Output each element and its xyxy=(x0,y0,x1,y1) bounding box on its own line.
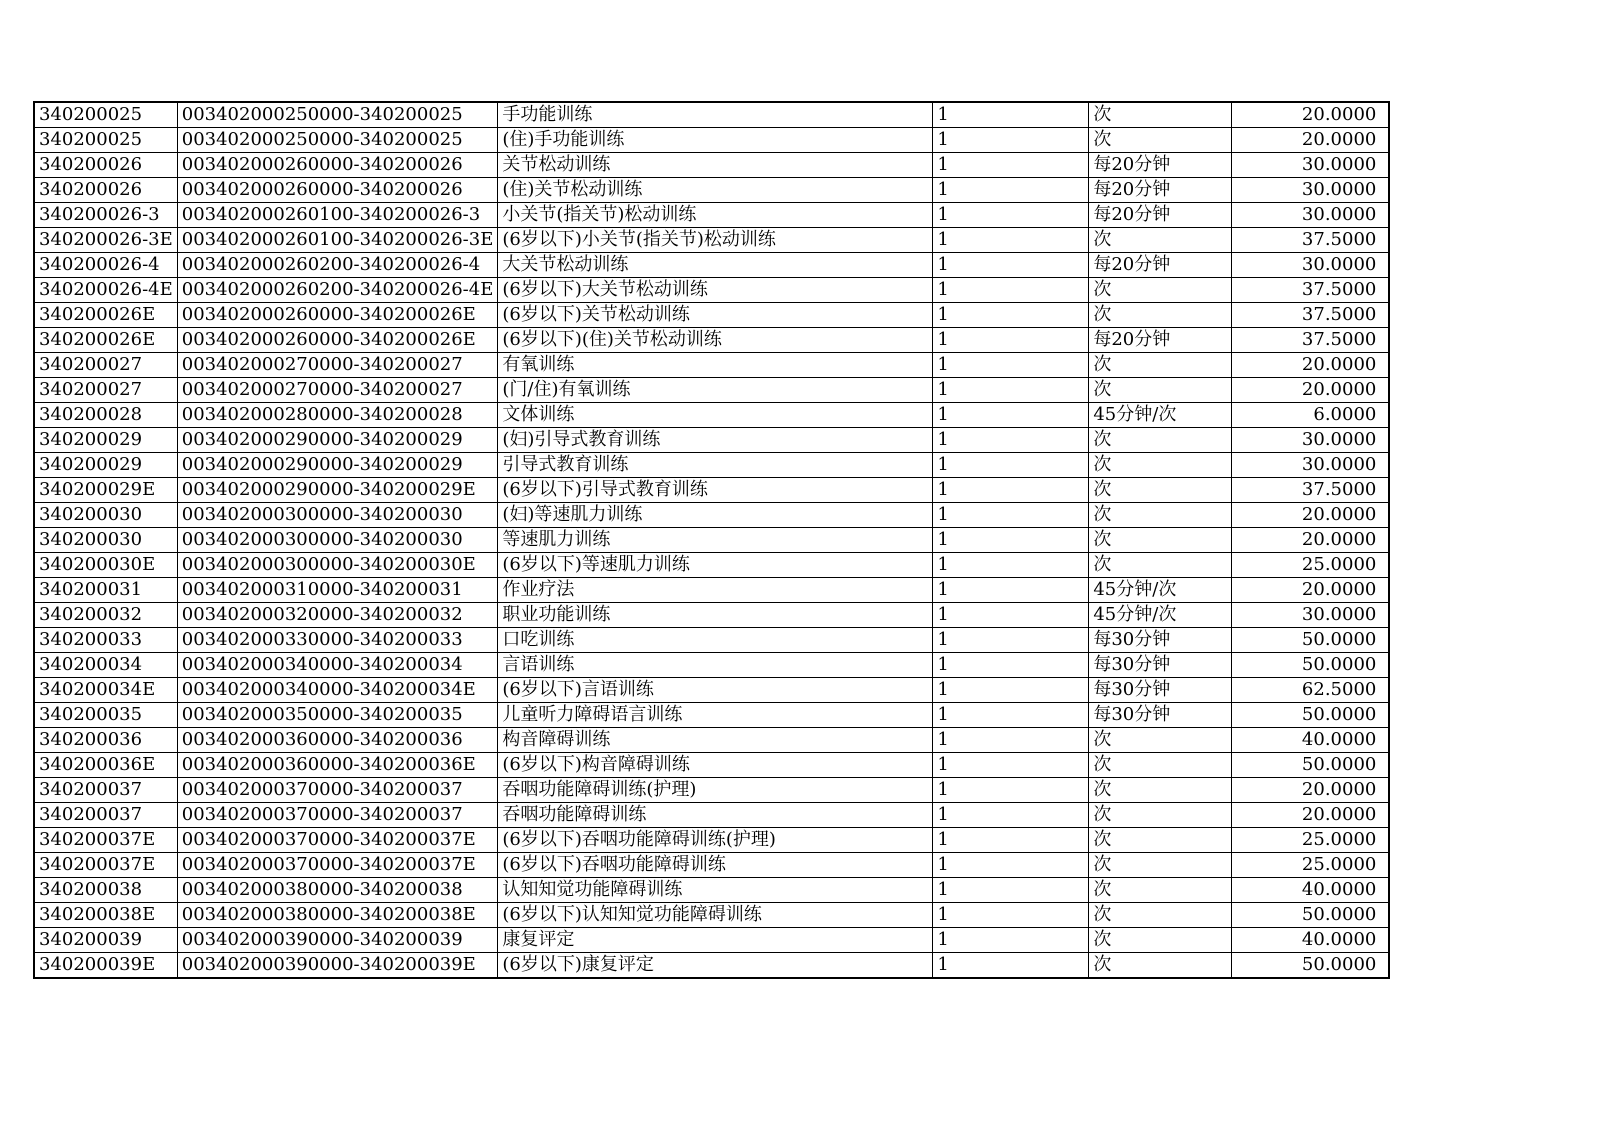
full-code-cell: 003402000300000-340200030E xyxy=(177,553,498,578)
item-name-cell: 职业功能训练 xyxy=(498,603,933,628)
full-code-cell: 003402000390000-340200039 xyxy=(177,928,498,953)
table-row xyxy=(34,228,1389,253)
table-row xyxy=(34,102,1389,128)
table-row xyxy=(34,503,1389,528)
quantity-cell: 1 xyxy=(933,553,1089,578)
table-row xyxy=(34,953,1389,979)
price-cell: 20.0000 xyxy=(1232,578,1390,603)
item-code-cell: 340200033 xyxy=(34,628,177,653)
full-code-cell: 003402000260100-340200026-3 xyxy=(177,203,498,228)
price-cell: 20.0000 xyxy=(1232,353,1390,378)
item-code-cell: 340200029 xyxy=(34,453,177,478)
quantity-cell: 1 xyxy=(933,428,1089,453)
item-name-cell: 言语训练 xyxy=(498,653,933,678)
full-code-cell: 003402000290000-340200029 xyxy=(177,453,498,478)
item-name-cell: 手功能训练 xyxy=(498,102,933,128)
unit-cell: 每20分钟 xyxy=(1089,178,1232,203)
unit-cell: 次 xyxy=(1089,753,1232,778)
unit-cell: 每20分钟 xyxy=(1089,153,1232,178)
table-row xyxy=(34,578,1389,603)
quantity-cell: 1 xyxy=(933,178,1089,203)
item-name-cell: 吞咽功能障碍训练(护理) xyxy=(498,778,933,803)
item-code-cell: 340200026-4 xyxy=(34,253,177,278)
item-code-cell: 340200026 xyxy=(34,178,177,203)
price-cell: 30.0000 xyxy=(1232,603,1390,628)
table-row xyxy=(34,803,1389,828)
table-row xyxy=(34,553,1389,578)
item-code-cell: 340200026-4E xyxy=(34,278,177,303)
full-code-cell: 003402000340000-340200034 xyxy=(177,653,498,678)
full-code-cell: 003402000350000-340200035 xyxy=(177,703,498,728)
unit-cell: 45分钟/次 xyxy=(1089,403,1232,428)
full-code-cell: 003402000270000-340200027 xyxy=(177,353,498,378)
quantity-cell: 1 xyxy=(933,703,1089,728)
price-cell: 37.5000 xyxy=(1232,278,1390,303)
quantity-cell: 1 xyxy=(933,378,1089,403)
unit-cell: 每30分钟 xyxy=(1089,703,1232,728)
full-code-cell: 003402000370000-340200037 xyxy=(177,778,498,803)
item-code-cell: 340200036E xyxy=(34,753,177,778)
price-cell: 30.0000 xyxy=(1232,153,1390,178)
full-code-cell: 003402000300000-340200030 xyxy=(177,503,498,528)
quantity-cell: 1 xyxy=(933,653,1089,678)
item-code-cell: 340200032 xyxy=(34,603,177,628)
price-table xyxy=(33,101,1390,979)
full-code-cell: 003402000250000-340200025 xyxy=(177,128,498,153)
item-name-cell: (6岁以下)康复评定 xyxy=(498,953,933,979)
full-code-cell: 003402000290000-340200029E xyxy=(177,478,498,503)
item-code-cell: 340200029E xyxy=(34,478,177,503)
item-code-cell: 340200030 xyxy=(34,528,177,553)
item-code-cell: 340200031 xyxy=(34,578,177,603)
quantity-cell: 1 xyxy=(933,778,1089,803)
quantity-cell: 1 xyxy=(933,528,1089,553)
item-code-cell: 340200037E xyxy=(34,853,177,878)
full-code-cell: 003402000290000-340200029 xyxy=(177,428,498,453)
unit-cell: 次 xyxy=(1089,503,1232,528)
table-row xyxy=(34,128,1389,153)
item-code-cell: 340200034E xyxy=(34,678,177,703)
table-row xyxy=(34,478,1389,503)
table-row xyxy=(34,628,1389,653)
table-row xyxy=(34,728,1389,753)
unit-cell: 次 xyxy=(1089,102,1232,128)
unit-cell: 次 xyxy=(1089,128,1232,153)
item-code-cell: 340200027 xyxy=(34,353,177,378)
item-name-cell: 认知知觉功能障碍训练 xyxy=(498,878,933,903)
table-row xyxy=(34,278,1389,303)
quantity-cell: 1 xyxy=(933,403,1089,428)
price-cell: 37.5000 xyxy=(1232,303,1390,328)
full-code-cell: 003402000260200-340200026-4 xyxy=(177,253,498,278)
item-name-cell: 大关节松动训练 xyxy=(498,253,933,278)
unit-cell: 次 xyxy=(1089,903,1232,928)
quantity-cell: 1 xyxy=(933,353,1089,378)
price-cell: 30.0000 xyxy=(1232,428,1390,453)
item-name-cell: (6岁以下)引导式教育训练 xyxy=(498,478,933,503)
item-name-cell: (6岁以下)小关节(指关节)松动训练 xyxy=(498,228,933,253)
item-code-cell: 340200029 xyxy=(34,428,177,453)
item-name-cell: 小关节(指关节)松动训练 xyxy=(498,203,933,228)
item-code-cell: 340200039 xyxy=(34,928,177,953)
price-cell: 50.0000 xyxy=(1232,703,1390,728)
price-table-body xyxy=(34,102,1389,978)
price-cell: 62.5000 xyxy=(1232,678,1390,703)
unit-cell: 次 xyxy=(1089,228,1232,253)
quantity-cell: 1 xyxy=(933,228,1089,253)
price-cell: 40.0000 xyxy=(1232,928,1390,953)
full-code-cell: 003402000370000-340200037E xyxy=(177,853,498,878)
unit-cell: 次 xyxy=(1089,528,1232,553)
price-cell: 37.5000 xyxy=(1232,328,1390,353)
quantity-cell: 1 xyxy=(933,278,1089,303)
table-row xyxy=(34,328,1389,353)
unit-cell: 次 xyxy=(1089,828,1232,853)
item-name-cell: (住)关节松动训练 xyxy=(498,178,933,203)
unit-cell: 次 xyxy=(1089,928,1232,953)
item-code-cell: 340200026-3E xyxy=(34,228,177,253)
item-name-cell: (6岁以下)吞咽功能障碍训练 xyxy=(498,853,933,878)
full-code-cell: 003402000320000-340200032 xyxy=(177,603,498,628)
item-name-cell: 等速肌力训练 xyxy=(498,528,933,553)
unit-cell: 每20分钟 xyxy=(1089,328,1232,353)
price-cell: 20.0000 xyxy=(1232,528,1390,553)
unit-cell: 次 xyxy=(1089,803,1232,828)
full-code-cell: 003402000260000-340200026 xyxy=(177,178,498,203)
unit-cell: 次 xyxy=(1089,478,1232,503)
item-name-cell: (6岁以下)关节松动训练 xyxy=(498,303,933,328)
price-cell: 37.5000 xyxy=(1232,478,1390,503)
unit-cell: 次 xyxy=(1089,778,1232,803)
table-row xyxy=(34,453,1389,478)
item-code-cell: 340200036 xyxy=(34,728,177,753)
item-name-cell: 引导式教育训练 xyxy=(498,453,933,478)
item-code-cell: 340200039E xyxy=(34,953,177,979)
unit-cell: 次 xyxy=(1089,953,1232,979)
unit-cell: 次 xyxy=(1089,553,1232,578)
unit-cell: 次 xyxy=(1089,728,1232,753)
unit-cell: 每30分钟 xyxy=(1089,653,1232,678)
item-name-cell: (住)手功能训练 xyxy=(498,128,933,153)
price-cell: 25.0000 xyxy=(1232,853,1390,878)
unit-cell: 次 xyxy=(1089,878,1232,903)
table-row xyxy=(34,853,1389,878)
table-row xyxy=(34,828,1389,853)
quantity-cell: 1 xyxy=(933,603,1089,628)
quantity-cell: 1 xyxy=(933,903,1089,928)
full-code-cell: 003402000330000-340200033 xyxy=(177,628,498,653)
table-row xyxy=(34,528,1389,553)
table-row xyxy=(34,603,1389,628)
full-code-cell: 003402000370000-340200037 xyxy=(177,803,498,828)
price-cell: 50.0000 xyxy=(1232,753,1390,778)
unit-cell: 次 xyxy=(1089,378,1232,403)
item-name-cell: (6岁以下)言语训练 xyxy=(498,678,933,703)
quantity-cell: 1 xyxy=(933,678,1089,703)
item-name-cell: 关节松动训练 xyxy=(498,153,933,178)
full-code-cell: 003402000260200-340200026-4E xyxy=(177,278,498,303)
table-row xyxy=(34,703,1389,728)
price-cell: 25.0000 xyxy=(1232,828,1390,853)
item-name-cell: 儿童听力障碍语言训练 xyxy=(498,703,933,728)
price-cell: 40.0000 xyxy=(1232,728,1390,753)
price-cell: 50.0000 xyxy=(1232,628,1390,653)
item-name-cell: 口吃训练 xyxy=(498,628,933,653)
item-code-cell: 340200037E xyxy=(34,828,177,853)
full-code-cell: 003402000360000-340200036 xyxy=(177,728,498,753)
item-name-cell: (6岁以下)(住)关节松动训练 xyxy=(498,328,933,353)
quantity-cell: 1 xyxy=(933,503,1089,528)
full-code-cell: 003402000260000-340200026 xyxy=(177,153,498,178)
item-code-cell: 340200034 xyxy=(34,653,177,678)
table-row xyxy=(34,928,1389,953)
quantity-cell: 1 xyxy=(933,102,1089,128)
item-name-cell: (6岁以下)构音障碍训练 xyxy=(498,753,933,778)
full-code-cell: 003402000310000-340200031 xyxy=(177,578,498,603)
quantity-cell: 1 xyxy=(933,253,1089,278)
item-name-cell: (6岁以下)等速肌力训练 xyxy=(498,553,933,578)
full-code-cell: 003402000380000-340200038E xyxy=(177,903,498,928)
quantity-cell: 1 xyxy=(933,453,1089,478)
table-row xyxy=(34,903,1389,928)
full-code-cell: 003402000250000-340200025 xyxy=(177,102,498,128)
full-code-cell: 003402000260000-340200026E xyxy=(177,303,498,328)
quantity-cell: 1 xyxy=(933,128,1089,153)
quantity-cell: 1 xyxy=(933,578,1089,603)
item-name-cell: (门/住)有氧训练 xyxy=(498,378,933,403)
unit-cell: 次 xyxy=(1089,853,1232,878)
table-row xyxy=(34,653,1389,678)
full-code-cell: 003402000370000-340200037E xyxy=(177,828,498,853)
full-code-cell: 003402000380000-340200038 xyxy=(177,878,498,903)
full-code-cell: 003402000280000-340200028 xyxy=(177,403,498,428)
item-name-cell: (6岁以下)认知知觉功能障碍训练 xyxy=(498,903,933,928)
price-cell: 25.0000 xyxy=(1232,553,1390,578)
table-row xyxy=(34,203,1389,228)
price-cell: 6.0000 xyxy=(1232,403,1390,428)
full-code-cell: 003402000300000-340200030 xyxy=(177,528,498,553)
quantity-cell: 1 xyxy=(933,728,1089,753)
item-name-cell: (妇)等速肌力训练 xyxy=(498,503,933,528)
unit-cell: 次 xyxy=(1089,353,1232,378)
item-code-cell: 340200037 xyxy=(34,803,177,828)
quantity-cell: 1 xyxy=(933,928,1089,953)
item-name-cell: 文体训练 xyxy=(498,403,933,428)
price-cell: 50.0000 xyxy=(1232,953,1390,979)
price-cell: 50.0000 xyxy=(1232,903,1390,928)
table-row xyxy=(34,353,1389,378)
table-row xyxy=(34,178,1389,203)
item-name-cell: 有氧训练 xyxy=(498,353,933,378)
price-cell: 20.0000 xyxy=(1232,378,1390,403)
item-name-cell: 构音障碍训练 xyxy=(498,728,933,753)
item-code-cell: 340200026E xyxy=(34,328,177,353)
item-code-cell: 340200030 xyxy=(34,503,177,528)
table-row xyxy=(34,153,1389,178)
table-row xyxy=(34,878,1389,903)
unit-cell: 45分钟/次 xyxy=(1089,578,1232,603)
unit-cell: 次 xyxy=(1089,303,1232,328)
quantity-cell: 1 xyxy=(933,878,1089,903)
item-name-cell: (6岁以下)吞咽功能障碍训练(护理) xyxy=(498,828,933,853)
quantity-cell: 1 xyxy=(933,153,1089,178)
unit-cell: 45分钟/次 xyxy=(1089,603,1232,628)
price-cell: 37.5000 xyxy=(1232,228,1390,253)
item-code-cell: 340200028 xyxy=(34,403,177,428)
quantity-cell: 1 xyxy=(933,303,1089,328)
item-code-cell: 340200025 xyxy=(34,102,177,128)
table-row xyxy=(34,428,1389,453)
unit-cell: 次 xyxy=(1089,453,1232,478)
unit-cell: 每20分钟 xyxy=(1089,203,1232,228)
table-row xyxy=(34,378,1389,403)
item-code-cell: 340200035 xyxy=(34,703,177,728)
item-code-cell: 340200026E xyxy=(34,303,177,328)
price-cell: 20.0000 xyxy=(1232,803,1390,828)
item-name-cell: 作业疗法 xyxy=(498,578,933,603)
full-code-cell: 003402000260100-340200026-3E xyxy=(177,228,498,253)
item-code-cell: 340200038 xyxy=(34,878,177,903)
table-row xyxy=(34,678,1389,703)
quantity-cell: 1 xyxy=(933,853,1089,878)
item-name-cell: 吞咽功能障碍训练 xyxy=(498,803,933,828)
full-code-cell: 003402000340000-340200034E xyxy=(177,678,498,703)
full-code-cell: 003402000390000-340200039E xyxy=(177,953,498,979)
full-code-cell: 003402000360000-340200036E xyxy=(177,753,498,778)
price-cell: 30.0000 xyxy=(1232,253,1390,278)
item-code-cell: 340200025 xyxy=(34,128,177,153)
item-name-cell: 康复评定 xyxy=(498,928,933,953)
price-cell: 30.0000 xyxy=(1232,203,1390,228)
quantity-cell: 1 xyxy=(933,203,1089,228)
table-row xyxy=(34,253,1389,278)
unit-cell: 次 xyxy=(1089,428,1232,453)
unit-cell: 每20分钟 xyxy=(1089,253,1232,278)
table-row xyxy=(34,303,1389,328)
price-cell: 20.0000 xyxy=(1232,128,1390,153)
quantity-cell: 1 xyxy=(933,328,1089,353)
item-code-cell: 340200030E xyxy=(34,553,177,578)
item-name-cell: (6岁以下)大关节松动训练 xyxy=(498,278,933,303)
quantity-cell: 1 xyxy=(933,478,1089,503)
unit-cell: 每30分钟 xyxy=(1089,678,1232,703)
quantity-cell: 1 xyxy=(933,803,1089,828)
price-cell: 20.0000 xyxy=(1232,102,1390,128)
item-code-cell: 340200037 xyxy=(34,778,177,803)
price-cell: 20.0000 xyxy=(1232,778,1390,803)
table-row xyxy=(34,753,1389,778)
item-code-cell: 340200026-3 xyxy=(34,203,177,228)
item-name-cell: (妇)引导式教育训练 xyxy=(498,428,933,453)
item-code-cell: 340200038E xyxy=(34,903,177,928)
unit-cell: 次 xyxy=(1089,278,1232,303)
price-cell: 30.0000 xyxy=(1232,178,1390,203)
price-cell: 50.0000 xyxy=(1232,653,1390,678)
price-cell: 20.0000 xyxy=(1232,503,1390,528)
price-cell: 40.0000 xyxy=(1232,878,1390,903)
table-row xyxy=(34,778,1389,803)
full-code-cell: 003402000270000-340200027 xyxy=(177,378,498,403)
item-code-cell: 340200027 xyxy=(34,378,177,403)
quantity-cell: 1 xyxy=(933,628,1089,653)
quantity-cell: 1 xyxy=(933,753,1089,778)
full-code-cell: 003402000260000-340200026E xyxy=(177,328,498,353)
price-cell: 30.0000 xyxy=(1232,453,1390,478)
item-code-cell: 340200026 xyxy=(34,153,177,178)
table-row xyxy=(34,403,1389,428)
quantity-cell: 1 xyxy=(933,828,1089,853)
unit-cell: 每30分钟 xyxy=(1089,628,1232,653)
quantity-cell: 1 xyxy=(933,953,1089,979)
